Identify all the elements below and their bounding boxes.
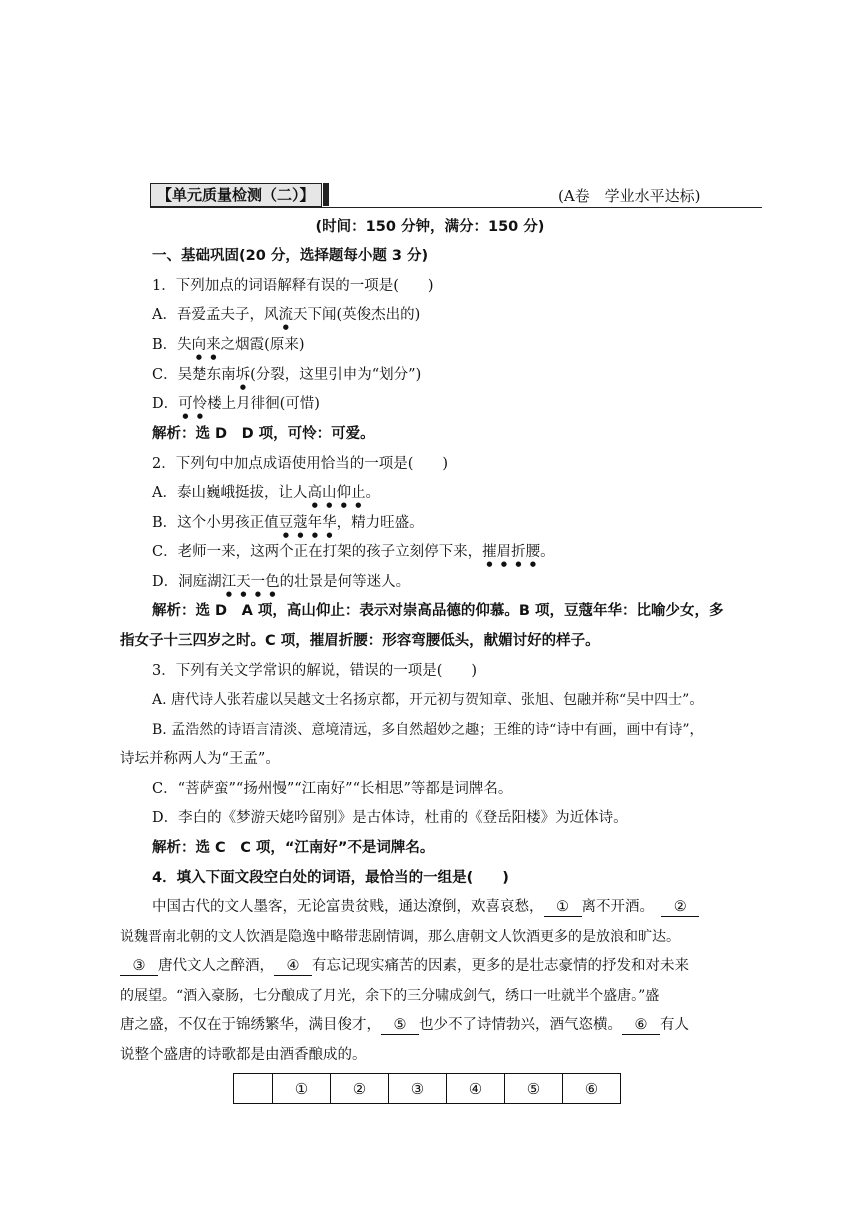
paper-type: (A卷 学业水平达标) bbox=[558, 187, 701, 205]
q3-option-a: A. 唐代诗人张若虚以吴越文士名扬京都，开元初与贺知章、张旭、包融并称“吴中四士”。 bbox=[152, 692, 704, 708]
q2-option-c: C．老师一来，这两个正在打架的孩子立刻停下来，摧眉折腰。 bbox=[152, 544, 555, 560]
q4-paragraph-line4: 的展望。“酒入豪肠，七分酿成了月光，余下的三分啸成剑气，绣口一吐就半个盛唐。”盛 bbox=[120, 988, 660, 1004]
table-cell-empty bbox=[234, 1074, 273, 1104]
section-title: 一、基础巩固(20 分，选择题每小题 3 分) bbox=[152, 248, 429, 264]
blank-3: ③ bbox=[120, 958, 158, 976]
q2-option-a: A．泰山巍峨挺拔，让人高山仰止。 bbox=[152, 485, 380, 501]
q4-paragraph-line1: 中国古代的文人墨客，无论富贵贫贱，通达潦倒，欢喜哀愁， ① 离不开酒。 ② bbox=[152, 897, 699, 917]
q3-option-d: D．李白的《梦游天姥吟留别》是古体诗，杜甫的《登岳阳楼》为近体诗。 bbox=[152, 810, 628, 826]
q3-option-b-line2: 诗坛并称两人为“王孟”。 bbox=[120, 751, 280, 767]
blank-2: ② bbox=[661, 899, 699, 917]
q4-paragraph-line6: 说整个盛唐的诗歌都是由酒香酿成的。 bbox=[120, 1047, 367, 1063]
q2-option-b: B．这个小男孩正值豆蔻年华，精力旺盛。 bbox=[152, 515, 424, 531]
blank-1: ① bbox=[544, 899, 582, 917]
table-row bbox=[234, 1074, 621, 1104]
blank-6: ⑥ bbox=[622, 1017, 660, 1035]
q4-paragraph-line2: 说魏晋南北朝的文人饮酒是隐逸中略带悲剧情调，那么唐朝文人饮酒更多的是放浪和旷达。 bbox=[120, 929, 680, 945]
table-cell: ① bbox=[273, 1074, 331, 1104]
q1-answer: 解析：选 D D 项，可怜：可爱。 bbox=[152, 426, 375, 442]
table-cell: ⑤ bbox=[505, 1074, 563, 1104]
table-cell: ③ bbox=[389, 1074, 447, 1104]
q4-stem: 4．填入下面文段空白处的词语，最恰当的一组是( ) bbox=[152, 870, 509, 886]
q1-option-b: B．失向来之烟霞(原来) bbox=[152, 337, 305, 353]
q1-option-d: D．可怜楼上月徘徊(可惜) bbox=[152, 396, 320, 412]
q1-option-c: C．吴楚东南坼(分裂，这里引申为“划分”) bbox=[152, 367, 422, 383]
q1-option-a: A．吾爱孟夫子，风流天下闻(英俊杰出的) bbox=[152, 307, 421, 323]
q1-stem: 1．下列加点的词语解释有误的一项是( ) bbox=[152, 278, 434, 294]
table-cell: ② bbox=[331, 1074, 389, 1104]
q3-stem: 3．下列有关文学常识的解说，错误的一项是( ) bbox=[152, 663, 478, 679]
q3-option-b-line1: B. 孟浩然的诗语言清淡、意境清远，多自然超妙之趣；王维的诗“诗中有画，画中有诗”， bbox=[152, 722, 704, 738]
q2-option-d: D．洞庭湖江天一色的壮景是何等迷人。 bbox=[152, 574, 411, 590]
q2-answer-line1: 解析：选 D A 项，高山仰止：表示对崇高品德的仰慕。B 项，豆蔻年华：比喻少女，多 bbox=[152, 603, 724, 619]
blank-4: ④ bbox=[274, 958, 312, 976]
q4-paragraph-line5: 唐之盛，不仅在于锦绣繁华，满目俊才， ⑤ 也少不了诗情勃兴，酒气恣横。 ⑥ 有人 bbox=[120, 1017, 689, 1033]
q3-option-c: C．“菩萨蛮”“扬州慢”“江南好”“长相思”等都是词牌名。 bbox=[152, 781, 513, 797]
unit-tag: 【单元质量检测（二）】 bbox=[150, 183, 322, 207]
answer-table bbox=[233, 1073, 621, 1104]
q4-paragraph-line3: ③ 唐代文人之醉酒， ④ 有忘记现实痛苦的因素，更多的是壮志豪情的抒发和对未来 bbox=[120, 956, 689, 976]
page-header bbox=[150, 183, 762, 208]
q3-answer: 解析：选 C C 项，“江南好”不是词牌名。 bbox=[152, 840, 435, 856]
table-cell: ⑥ bbox=[563, 1074, 621, 1104]
q2-answer-line2: 指女子十三四岁之时。C 项，摧眉折腰：形容弯腰低头，献媚讨好的样子。 bbox=[120, 633, 600, 649]
blank-5: ⑤ bbox=[381, 1017, 419, 1035]
time-info: (时间：150 分钟，满分：150 分) bbox=[315, 219, 545, 235]
table-cell: ④ bbox=[447, 1074, 505, 1104]
q2-stem: 2．下列句中加点成语使用恰当的一项是( ) bbox=[152, 456, 449, 472]
